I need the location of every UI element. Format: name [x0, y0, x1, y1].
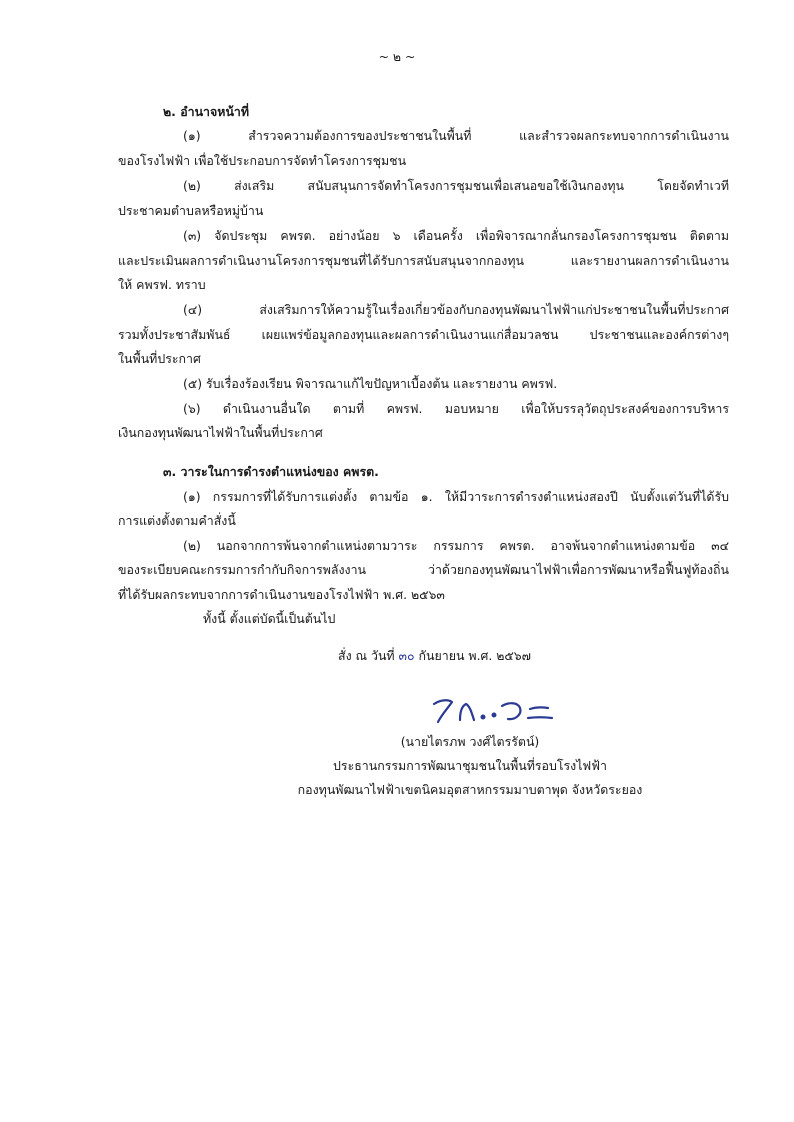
- section-2-item-1-line-2: ของโรงไฟฟ้า เพื่อใช้ประกอบการจัดทำโครงการชุมชน: [118, 153, 407, 168]
- effective-clause: ทั้งนี้ ตั้งแต่บัดนี้เป็นต้นไป: [203, 611, 336, 626]
- page-number: ~ ๒ ~: [378, 49, 416, 64]
- section-2-item-3-line-2: และประเมินผลการดำเนินงานโครงการชุมชนที่ได้รับการสนับสนุนจากกองทุน และรายงานผลการดำเนินงาน: [118, 253, 729, 268]
- section-2-item-1-line-1: (๑) สำรวจความต้องการของประชาชนในพื้นที่ และสำรวจผลกระทบจากการดำเนินงาน: [183, 128, 729, 143]
- order-date: [338, 648, 531, 664]
- order-date-day: ๓๐: [398, 648, 415, 663]
- section-2-item-5: (๕) รับเรื่องร้องเรียน พิจารณาแก้ไขปัญหาเบื้องต้น และรายงาน คพรฟ.: [183, 376, 558, 391]
- signatory-title-1: ประธานกรรมการพัฒนาชุมชนในพื้นที่รอบโรงไฟฟ้า: [333, 758, 607, 773]
- section-3-item-1-line-2: การแต่งตั้งตามคำสั่งนี้: [118, 513, 236, 528]
- section-2-item-6-line-2: เงินกองทุนพัฒนาไฟฟ้าในพื้นที่ประกาศ: [118, 425, 323, 440]
- section-2-item-6-line-1: (๖) ดำเนินงานอื่นใด ตามที่ คพรฟ. มอบหมาย เพื่อให้บรรลุวัตถุประสงค์ของการบริหาร: [183, 401, 729, 416]
- section-2-item-4-line-3: ในพื้นที่ประกาศ: [118, 351, 201, 366]
- section-2-item-4-line-1: (๔) ส่งเสริมการให้ความรู้ในเรื่องเกี่ยวข้องกับกองทุนพัฒนาไฟฟ้าแก่ประชาชนในพื้นที่ประกาศ: [183, 302, 729, 317]
- section-3-item-2-line-1: (๒) นอกจากการพ้นจากตำแหน่งตามวาระ กรรมการ คพรต. อาจพ้นจากตำแหน่งตามข้อ ๓๔: [183, 538, 729, 553]
- section-2-item-2-line-2: ประชาคมตำบลหรือหมู่บ้าน: [118, 203, 264, 218]
- section-2-item-3-line-1: (๓) จัดประชุม คพรต. อย่างน้อย ๖ เดือนครั้ง เพื่อพิจารณากลั่นกรองโครงการชุมชน ติดตาม: [183, 228, 729, 243]
- signatory-name: (นายไตรภพ วงศ์ไตรรัตน์): [400, 734, 540, 749]
- order-date-prefix: สั่ง ณ วันที่: [338, 648, 395, 663]
- order-date-rest: กันยายน พ.ศ. ๒๕๖๗: [418, 648, 531, 663]
- handwritten-signature: [410, 690, 560, 730]
- section-3-item-2-line-3: ที่ได้รับผลกระทบจากการดำเนินงานของโรงไฟฟ้า พ.ศ. ๒๕๖๓: [118, 587, 445, 602]
- section-3-item-2-line-2: ของระเบียบคณะกรรมการกำกับกิจการพลังงาน ว่าด้วยกองทุนพัฒนาไฟฟ้าเพื่อการพัฒนาหรือฟื้นฟูท้องถิ่น: [118, 562, 729, 577]
- section-3-item-1-line-1: (๑) กรรมการที่ได้รับการแต่งตั้ง ตามข้อ ๑. ให้มีวาระการดำรงตำแหน่งสองปี นับตั้งแต่วันที่ได้รับ: [183, 489, 729, 504]
- signatory-title-2: กองทุนพัฒนาไฟฟ้าเขตนิคมอุตสาหกรรมมาบตาพุด จังหวัดระยอง: [297, 782, 643, 797]
- section-2-heading: ๒. อำนาจหน้าที่: [163, 104, 250, 119]
- section-3-heading: ๓. วาระในการดำรงตำแหน่งของ คพรต.: [163, 464, 379, 479]
- section-2-item-2-line-1: (๒) ส่งเสริม สนับสนุนการจัดทำโครงการชุมชนเพื่อเสนอขอใช้เงินกองทุน โดยจัดทำเวที: [183, 178, 729, 193]
- section-2-item-3-line-3: ให้ คพรฟ. ทราบ: [118, 277, 206, 292]
- section-2-item-4-line-2: รวมทั้งประชาสัมพันธ์ เผยแพร่ข้อมูลกองทุนและผลการดำเนินงานแก่สื่อมวลชน ประชาชนและองค์กรต่างๆ: [118, 327, 729, 342]
